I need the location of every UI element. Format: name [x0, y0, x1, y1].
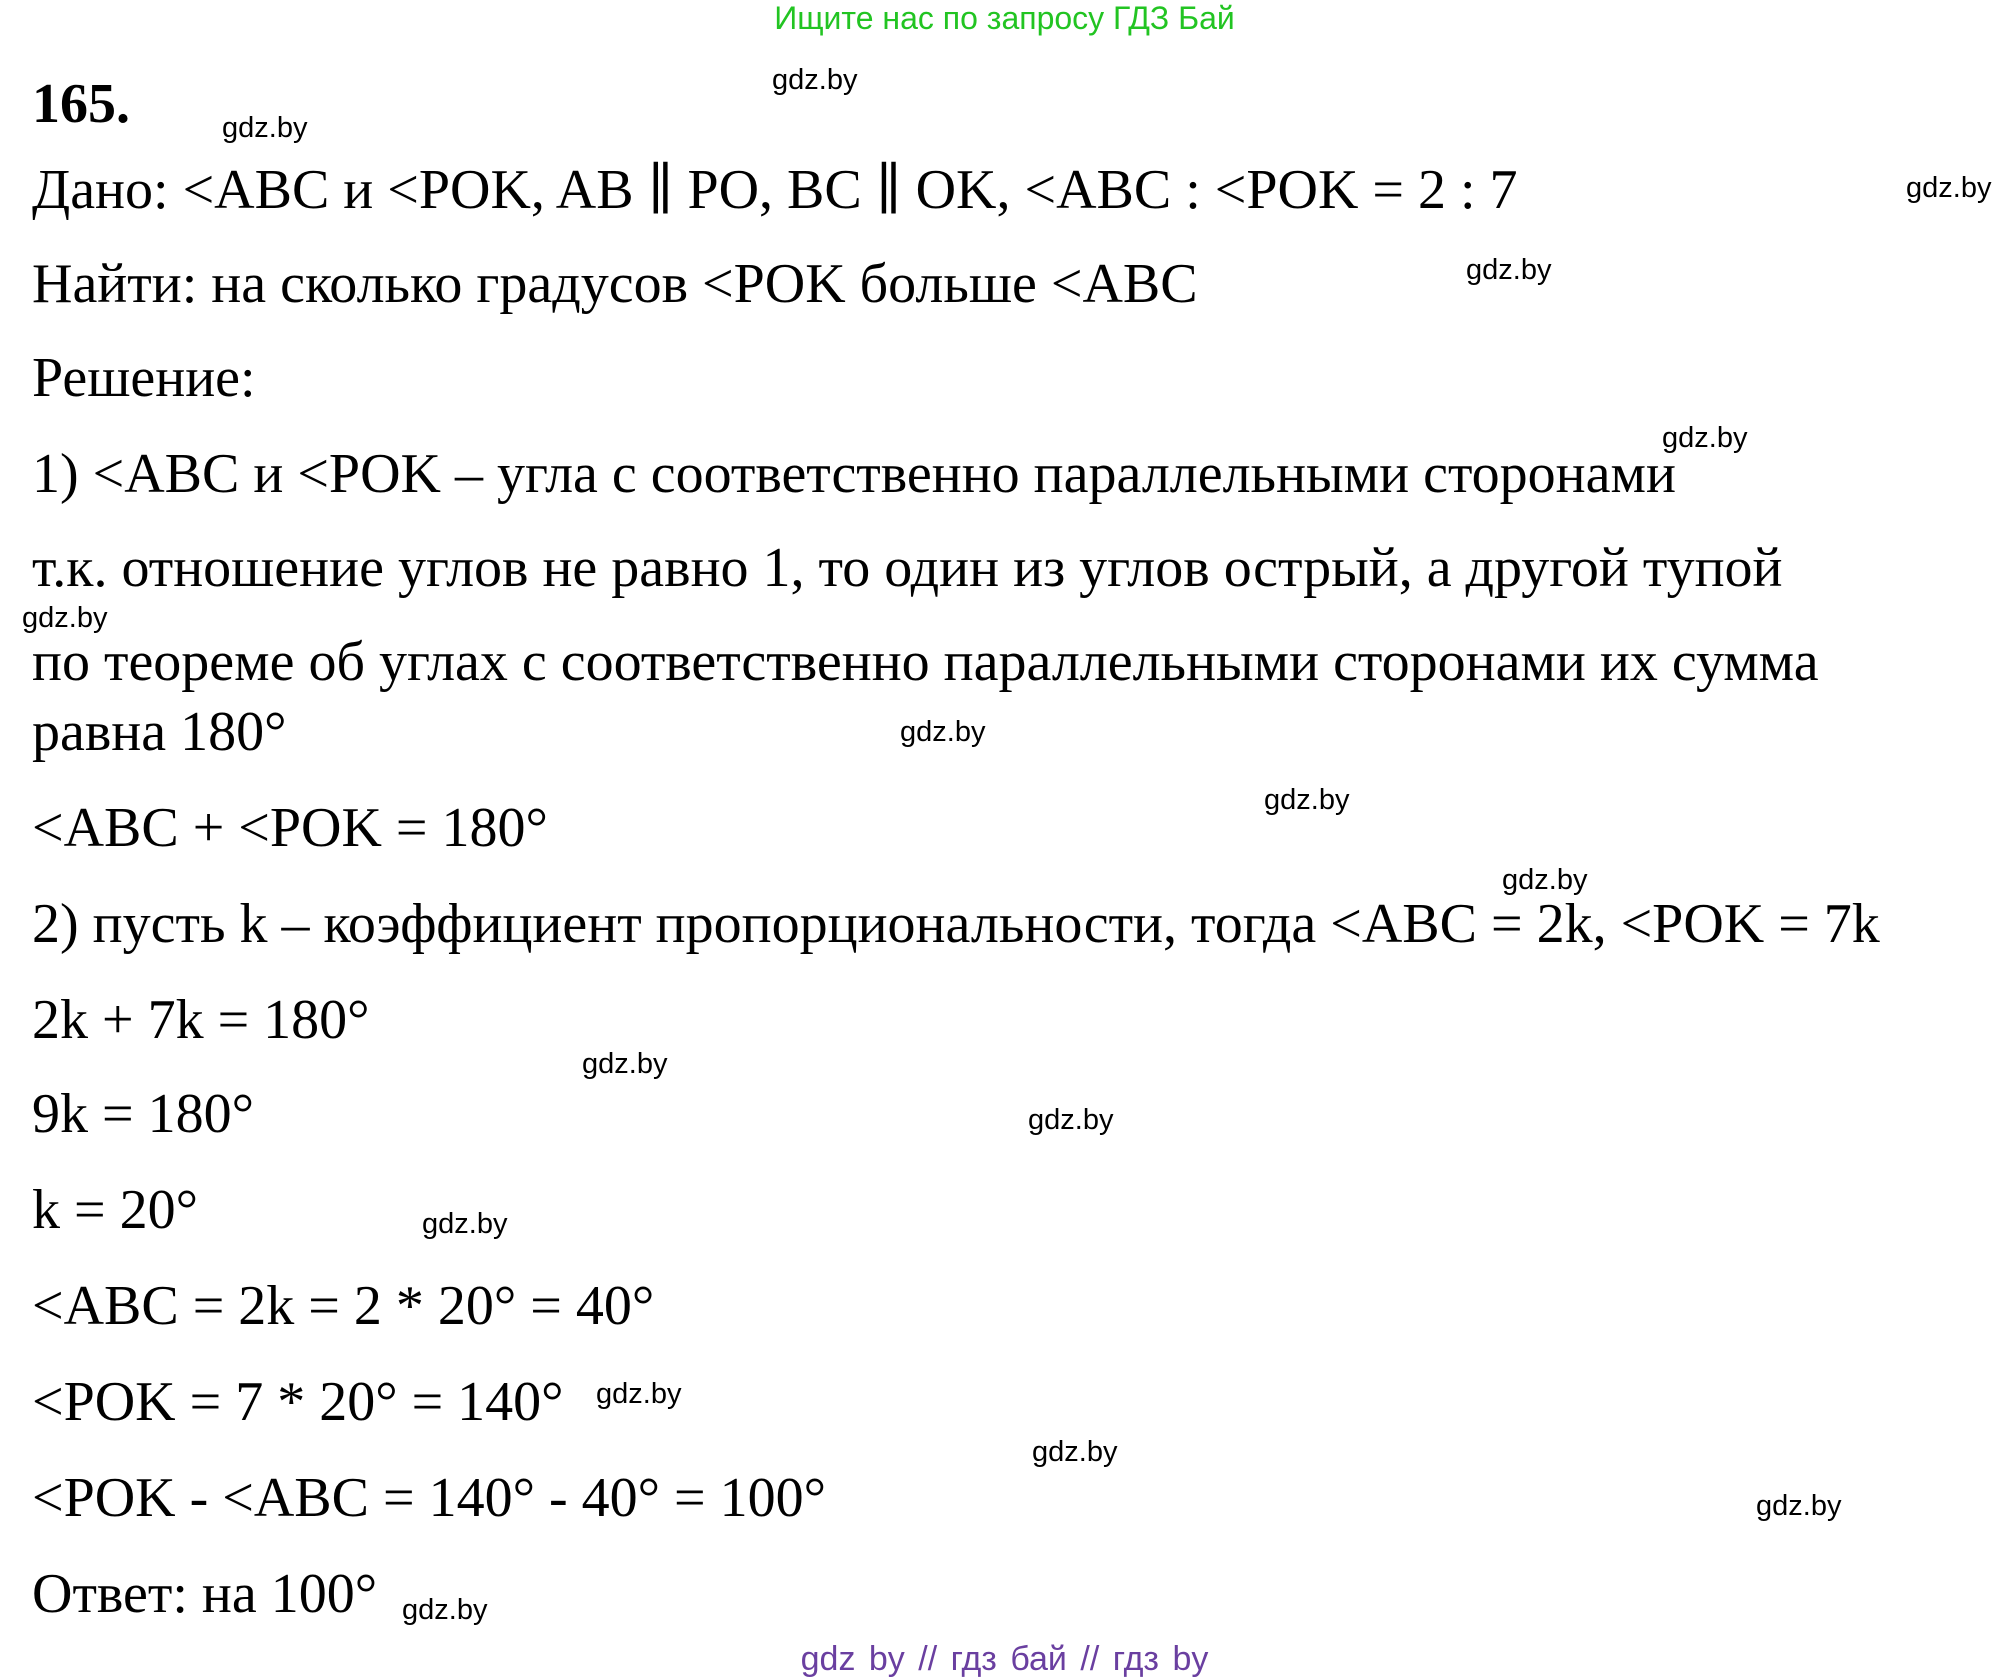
equation-k: k = 20° [32, 1179, 198, 1241]
given-line: Дано: <ABC и <POK, AB ∥ PO, BC ∥ OK, <ABC : <POK = 2 : 7 [32, 159, 1518, 221]
problem-number: 165. [32, 73, 130, 135]
equation-pok: <POK = 7 * 20° = 140° [32, 1371, 564, 1433]
equation-difference: <POK - <ABC = 140° - 40° = 100° [32, 1467, 826, 1529]
watermark: gdz.by [1264, 784, 1350, 816]
equation-2k-7k: 2k + 7k = 180° [32, 989, 370, 1051]
step1-line: 1) <ABC и <POK – угла с соответственно параллельными сторонами [32, 443, 1676, 505]
watermark: gdz.by [772, 64, 858, 96]
watermark: gdz.by [596, 1378, 682, 1410]
solution-heading: Решение: [32, 347, 256, 409]
find-line: Найти: на сколько градусов <POK больше <ABC [32, 253, 1198, 315]
theorem-line: по теореме об углах с соответственно параллельными сторонами их сумма [32, 631, 1819, 693]
watermark: gdz.by [1502, 864, 1588, 896]
watermark: gdz.by [900, 716, 986, 748]
footer-links[interactable]: gdz by // гдз бай // гдз by [800, 1640, 1209, 1678]
watermark: gdz.by [1756, 1490, 1842, 1522]
watermark: gdz.by [1466, 254, 1552, 286]
equation-9k: 9k = 180° [32, 1083, 254, 1145]
watermark: gdz.by [422, 1208, 508, 1240]
theorem-line-cont: равна 180° [32, 701, 287, 763]
watermark: gdz.by [402, 1594, 488, 1626]
sum-equation: <ABC + <POK = 180° [32, 797, 548, 859]
watermark: gdz.by [1906, 172, 1992, 204]
equation-abc: <ABC = 2k = 2 * 20° = 40° [32, 1275, 655, 1337]
watermark: gdz.by [1662, 422, 1748, 454]
watermark: gdz.by [582, 1048, 668, 1080]
watermark: gdz.by [222, 112, 308, 144]
step2-line: 2) пусть k – коэффициент пропорциональности, тогда <ABC = 2k, <POK = 7k [32, 893, 1880, 955]
watermark: gdz.by [1028, 1104, 1114, 1136]
watermark: gdz.by [1032, 1436, 1118, 1468]
search-banner[interactable]: Ищите нас по запросу ГДЗ Бай [774, 0, 1235, 36]
answer-line: Ответ: на 100° [32, 1563, 378, 1625]
watermark: gdz.by [22, 602, 108, 634]
step1-explanation: т.к. отношение углов не равно 1, то один из углов острый, а другой тупой [32, 537, 1783, 599]
